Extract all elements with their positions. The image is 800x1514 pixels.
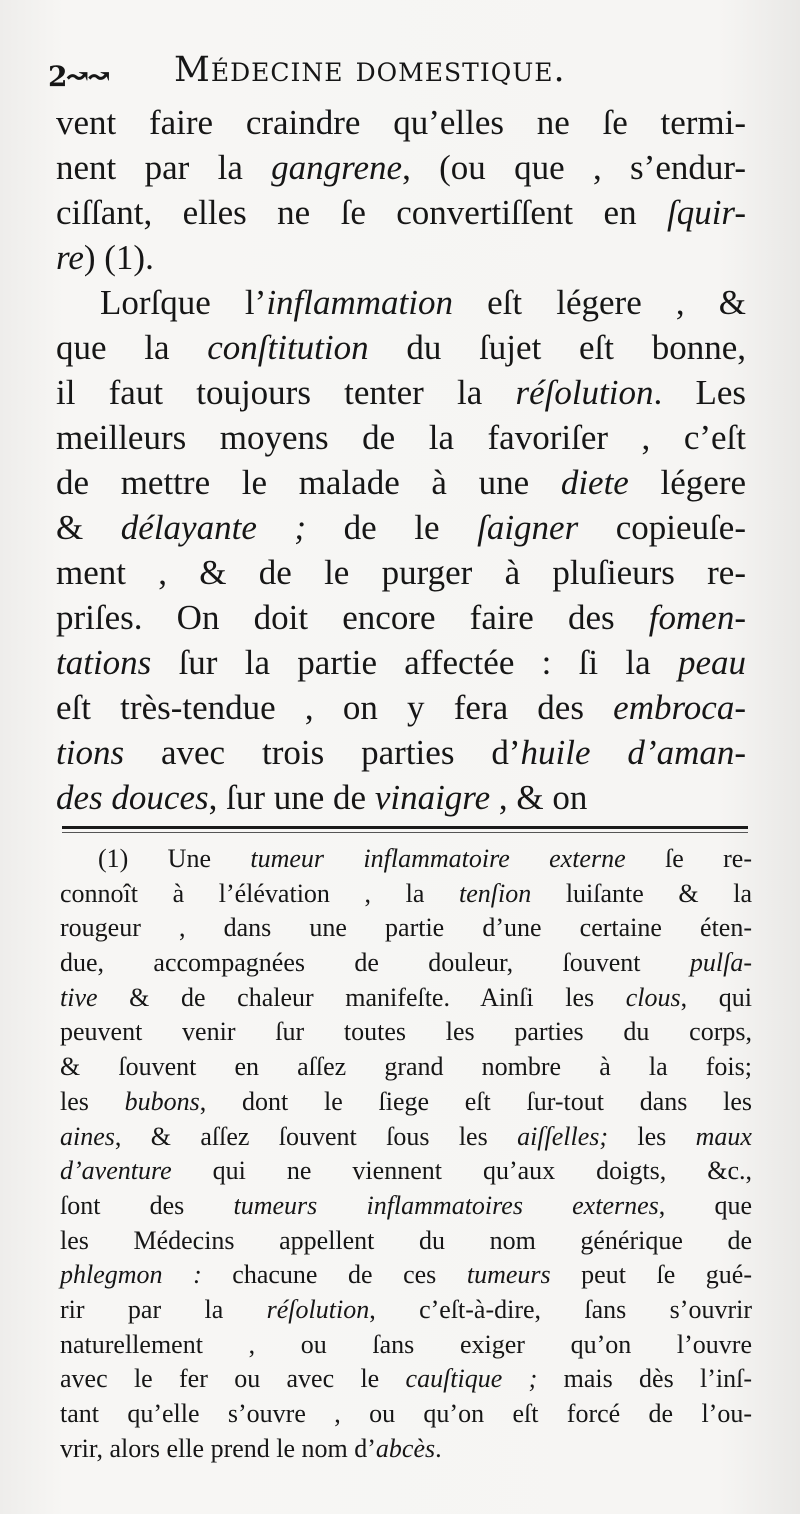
text-run: les: [60, 1086, 125, 1116]
text-run: eſt très-tendue , on y fera des: [56, 688, 614, 727]
footnote-text-line: [60, 1224, 752, 1259]
text-run: ment , & de le purger à pluſieurs re-: [56, 553, 746, 592]
italic-text: délayante ;: [120, 508, 307, 547]
text-run: connoît à l’élévation , la: [60, 878, 459, 908]
italic-text: tive: [60, 982, 98, 1012]
text-run: , & on: [490, 778, 588, 817]
footnote-separator-thin: [62, 832, 748, 833]
body-text-line: [56, 235, 746, 280]
italic-text: des douces: [56, 778, 209, 817]
italic-text: re: [56, 238, 84, 277]
italic-text: ſaigner: [477, 508, 579, 547]
body-text-line: [56, 775, 746, 820]
footnote-text-line: [60, 1050, 752, 1085]
body-text-line: [56, 595, 746, 640]
running-head: [38, 44, 758, 100]
body-text-line: [56, 550, 746, 595]
text-run: ſur la partie affectée : ſi la: [151, 643, 678, 682]
body-text-line: [56, 100, 746, 145]
text-run: mais dès l’inſ-: [537, 1364, 752, 1394]
footnote-text-line: [60, 1120, 752, 1155]
italic-text: aines: [60, 1121, 115, 1151]
footnote-text-line: [60, 946, 752, 981]
footnote-text-line: [60, 1189, 752, 1224]
text-run: Lorſque l’: [100, 283, 267, 322]
text-run: nent par la: [56, 148, 272, 187]
footnote-text-line: [60, 877, 752, 912]
text-run: les Médecins appellent du nom générique de: [60, 1225, 752, 1255]
italic-text: gangrene: [271, 148, 403, 187]
body-text-line: [56, 325, 746, 370]
main-text: [56, 100, 746, 820]
text-run: de mettre le malade à une: [56, 463, 561, 502]
italic-text: ſquir-: [666, 193, 746, 232]
italic-text: tumeur inflammatoire externe: [250, 844, 626, 873]
body-text-line: [56, 640, 746, 685]
text-run: tant qu’elle s’ouvre , ou qu’on eſt forcé de l’ou-: [60, 1399, 752, 1428]
text-run: les: [608, 1121, 696, 1151]
text-run: , ſur une de: [208, 778, 375, 817]
footnote: [60, 842, 752, 1466]
text-run: &: [56, 508, 121, 547]
text-run: légere: [628, 463, 747, 502]
footnote-text-line: [60, 1293, 752, 1328]
text-run: (1) Une: [98, 844, 251, 873]
text-run: avec trois parties d’: [124, 733, 521, 772]
text-run: il faut toujours tenter la: [56, 373, 516, 412]
italic-text: huile d’aman-: [520, 733, 746, 772]
italic-text: bubons: [124, 1086, 200, 1116]
body-text-line: [56, 190, 746, 235]
text-run: qui ne viennent qu’aux doigts, &c.,: [171, 1156, 752, 1186]
body-text-line: [56, 685, 746, 730]
footnote-text-line: [60, 1328, 752, 1363]
text-run: priſes. On doit encore faire des: [56, 598, 649, 637]
footnote-separator: [62, 826, 748, 829]
text-run: due, accompagnées de douleur, ſouvent: [60, 948, 690, 978]
text-run: , (ou que , s’endur-: [402, 148, 746, 187]
text-run: ſe re-: [625, 844, 752, 873]
running-title: Médecine domestique.: [174, 50, 566, 90]
italic-text: tumeurs inflammatoires externes: [233, 1190, 659, 1220]
italic-text: tions: [56, 733, 125, 772]
footnote-text-line: [60, 981, 752, 1016]
italic-text: fomen-: [648, 598, 746, 637]
italic-text: tenſion: [459, 878, 532, 908]
footnote-text-line: [60, 1362, 752, 1397]
text-run: de le: [306, 508, 478, 547]
text-run: avec le fer ou avec le: [60, 1364, 406, 1394]
body-text-line: [56, 505, 746, 550]
text-run: & ſouvent en aſſez grand nombre à la fois;: [60, 1052, 752, 1082]
text-run: , dont le ſiege eſt ſur-tout dans les: [199, 1086, 752, 1116]
text-run: .: [435, 1433, 442, 1463]
italic-text: pulſa-: [689, 948, 752, 978]
page-number: 2↝↝: [48, 60, 109, 93]
text-run: , & aſſez ſouvent ſous les: [114, 1121, 518, 1151]
italic-text: vinaigre: [374, 778, 491, 817]
text-run: vent faire craindre qu’elles ne ſe termi-: [56, 103, 746, 142]
footnote-text-line: [60, 1397, 752, 1432]
text-run: ) (1).: [83, 238, 154, 277]
footnote-text-line: [60, 842, 752, 877]
text-run: chacune de ces: [201, 1260, 467, 1290]
body-text-line: [56, 730, 746, 775]
italic-text: conſtitution: [207, 328, 369, 367]
body-text-line: [56, 370, 746, 415]
footnote-text-line: [60, 911, 752, 946]
italic-text: diete: [560, 463, 629, 502]
text-run: que la: [56, 328, 208, 367]
italic-text: tumeurs: [466, 1260, 551, 1290]
body-text-line: [56, 145, 746, 190]
text-run: rougeur , dans une partie d’une certaine éten-: [60, 913, 752, 943]
text-run: rir par la: [60, 1294, 267, 1324]
footnote-text-line: [60, 1154, 752, 1189]
text-run: peut ſe gué-: [550, 1260, 752, 1290]
italic-text: embroca-: [613, 688, 746, 727]
italic-text: tations: [56, 643, 152, 682]
body-text-line: [56, 415, 746, 460]
footnote-text-line: [60, 1432, 752, 1467]
italic-text: phlegmon :: [60, 1260, 202, 1290]
text-run: , qui: [680, 982, 752, 1012]
italic-text: clous: [625, 982, 681, 1012]
body-text-line: [56, 280, 746, 325]
italic-text: cauſtique ;: [405, 1364, 538, 1394]
italic-text: réſolution: [266, 1294, 370, 1324]
text-run: eſt légere , &: [453, 283, 746, 322]
text-run: meilleurs moyens de la favoriſer , c’eſt: [56, 418, 746, 457]
text-run: , que: [658, 1190, 752, 1220]
italic-text: aiſſelles;: [517, 1121, 609, 1151]
text-run: du ſujet eſt bonne,: [368, 328, 747, 367]
italic-text: inflammation: [266, 283, 453, 322]
text-run: luiſante & la: [531, 878, 752, 908]
italic-text: maux: [695, 1121, 752, 1151]
text-run: , c’eſt-à-dire, ſans s’ouvrir: [369, 1294, 752, 1324]
text-run: & de chaleur manifeſte. Ainſi les: [97, 982, 626, 1012]
text-run: peuvent venir ſur toutes les parties du corps,: [60, 1017, 752, 1047]
text-run: copieuſe-: [578, 508, 746, 547]
italic-text: réſolution: [515, 373, 654, 412]
italic-text: abcès: [375, 1433, 436, 1463]
footnote-text-line: [60, 1015, 752, 1050]
italic-text: peau: [677, 643, 746, 682]
text-run: ciſſant, elles ne ſe convertiſſent en: [56, 193, 667, 232]
footnote-text-line: [60, 1258, 752, 1293]
text-run: vrir, alors elle prend le nom d’: [60, 1433, 376, 1463]
text-run: . Les: [653, 373, 746, 412]
text-run: naturellement , ou ſans exiger qu’on l’ouvre: [60, 1329, 752, 1359]
body-text-line: [56, 460, 746, 505]
text-run: ſont des: [60, 1190, 234, 1220]
footnote-text-line: [60, 1085, 752, 1120]
italic-text: d’aventure: [60, 1156, 172, 1186]
